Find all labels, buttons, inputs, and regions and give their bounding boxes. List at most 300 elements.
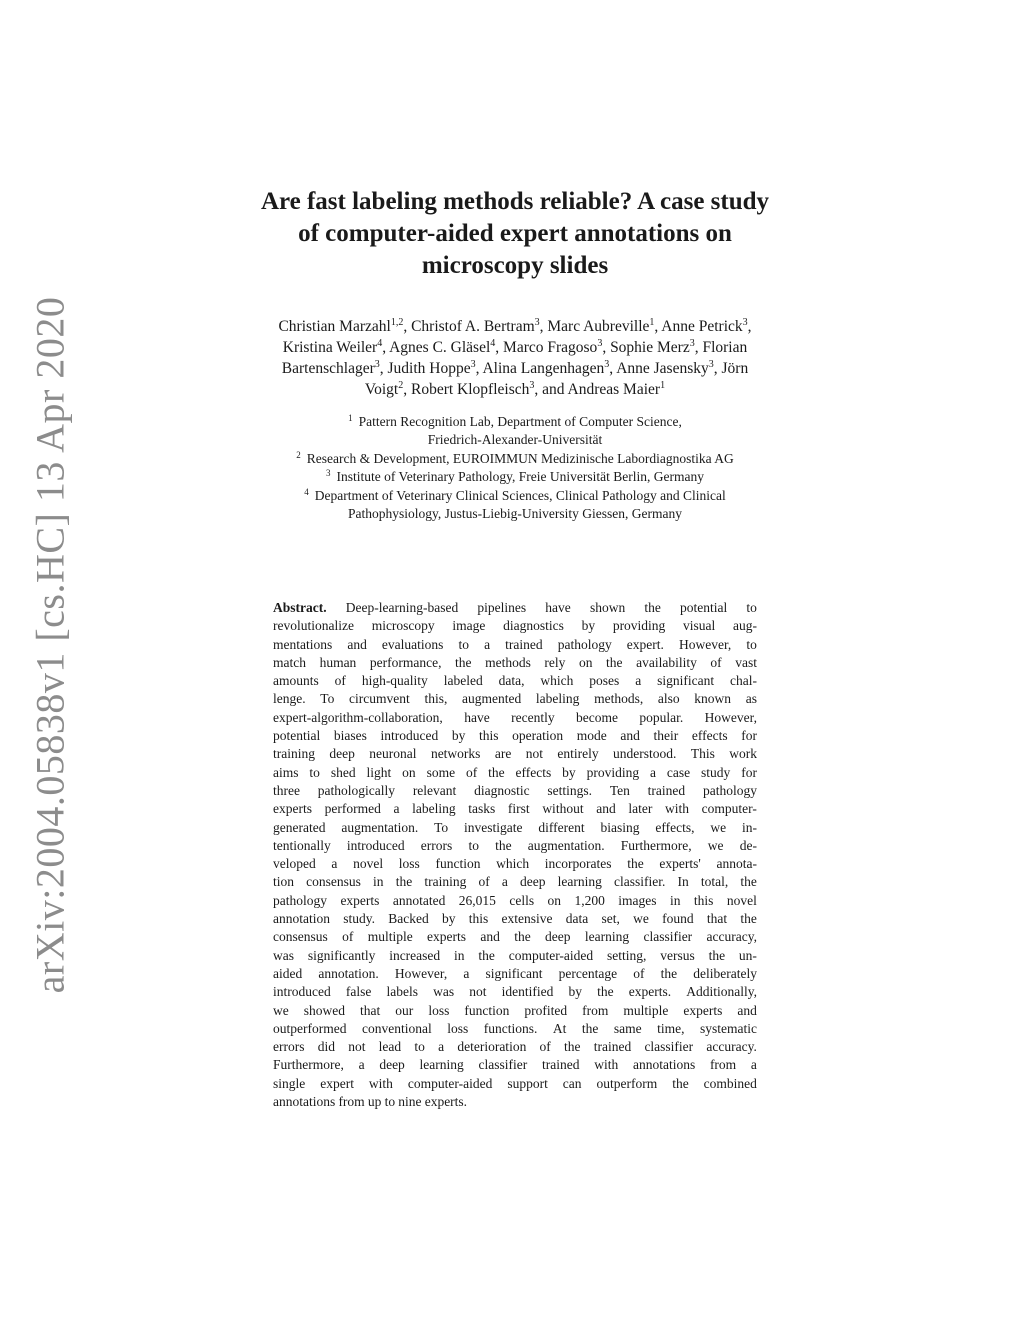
author-name: , Marc Aubreville [539, 318, 650, 335]
abstract-line [273, 764, 757, 782]
abstract-word: data, [498, 673, 525, 689]
abstract-word: conventional [361, 1020, 432, 1036]
abstract-word: not [469, 984, 487, 1000]
affiliation-line [200, 413, 830, 431]
abstract-line [273, 690, 757, 708]
abstract-word: experts [340, 892, 380, 908]
abstract-word: performed [324, 801, 381, 817]
abstract-word: experts. [424, 1094, 468, 1110]
abstract-word: their [653, 728, 679, 744]
author-name: , Alina Langenhagen [475, 360, 605, 377]
abstract-word: providing [586, 764, 640, 780]
affiliation-marker: 3 [708, 359, 714, 370]
abstract-line [273, 1075, 757, 1093]
abstract-label: Abstract. [273, 600, 327, 615]
abstract-word: deliberately [693, 965, 757, 981]
abstract-word: and [596, 801, 616, 817]
abstract-word: popular. [639, 709, 684, 725]
abstract-word: of [478, 874, 490, 890]
abstract-word: the [708, 947, 726, 963]
abstract-word: which [540, 673, 574, 689]
abstract-word: percentage [558, 965, 618, 981]
abstract-word: un- [738, 947, 757, 963]
abstract-word: have [545, 600, 571, 615]
abstract-word: accuracy. [706, 1039, 757, 1055]
abstract-word: a [393, 801, 400, 817]
abstract-word: pathology [557, 636, 612, 652]
abstract-line [273, 727, 757, 745]
abstract-word: networks [430, 746, 481, 762]
abstract-word: and [347, 636, 367, 652]
abstract-word: a [649, 764, 656, 780]
abstract-word: novel [353, 856, 384, 872]
abstract-word: visual [683, 618, 716, 634]
abstract-word: total, [700, 874, 729, 890]
abstract-word: understood. [613, 746, 677, 762]
author-name: Voigt [364, 381, 399, 398]
abstract-word: neuronal [369, 746, 417, 762]
abstract-word: deep [379, 1057, 405, 1073]
abstract-word: Backed [388, 911, 429, 927]
abstract-word: consensus [273, 929, 328, 945]
author-line [200, 379, 830, 400]
abstract-word: learning [419, 1057, 464, 1073]
abstract-word: with [368, 1075, 393, 1091]
abstract-word: that [706, 911, 728, 927]
abstract-word: pathology [273, 892, 327, 908]
abstract-word: significant [657, 673, 715, 689]
abstract-word: the [514, 929, 531, 945]
affiliation-text: Research & Development, EUROIMMUN Medizinische Labordiagnostika AG [306, 450, 734, 466]
abstract-word: have [464, 709, 490, 725]
abstract-word: not [348, 1039, 366, 1055]
abstract-word: this, [424, 691, 448, 707]
abstract-word: this [468, 911, 489, 927]
abstract-word: single [273, 1075, 306, 1091]
abstract-word: without [542, 801, 584, 817]
author-name: , Anne Jasensky [609, 360, 709, 377]
abstract-word: in [373, 874, 384, 890]
affiliation-text: Pattern Recognition Lab, Department of Computer Science, [358, 414, 682, 429]
abstract-word: up [367, 1094, 382, 1110]
abstract-word: At [552, 1020, 567, 1036]
abstract-word: deep [545, 929, 571, 945]
abstract-word: loss [428, 1002, 450, 1018]
abstract-line [273, 947, 757, 965]
abstract-word: This [690, 746, 715, 762]
affiliation-marker: 3 [604, 359, 610, 370]
abstract-word: expert [320, 1075, 354, 1091]
abstract-word: in [454, 947, 465, 963]
abstract-word: augmentation. [527, 837, 605, 853]
abstract-word: that [360, 1002, 381, 1018]
abstract-word: case [666, 764, 691, 780]
author-line [200, 316, 830, 337]
abstract-word: potential [680, 600, 728, 615]
abstract-word: generated [273, 819, 326, 835]
abstract-word: However, [394, 965, 448, 981]
abstract-word: a [358, 1057, 365, 1073]
abstract-word: in- [741, 819, 757, 835]
abstract-word: deterioration [457, 1039, 527, 1055]
abstract-word: a [635, 673, 642, 689]
abstract-word: computer-aided [508, 947, 594, 963]
abstract-word: image [452, 618, 486, 634]
abstract-word: from [338, 1094, 365, 1110]
abstract-line [273, 1002, 757, 1020]
abstract-word: can [562, 1075, 582, 1091]
abstract-word: poses [589, 673, 620, 689]
abstract-line [273, 855, 757, 873]
abstract-word: learning [584, 929, 630, 945]
title-line: of computer-aided expert annotations on [298, 220, 732, 247]
abstract [273, 599, 757, 1111]
abstract-word: chal- [730, 673, 757, 689]
abstract-word: errors [420, 837, 453, 853]
paper-title [200, 186, 830, 282]
abstract-word: lenge. [273, 691, 306, 707]
abstract-word: the [564, 1039, 581, 1055]
abstract-word: experts [273, 801, 312, 817]
author-name: , and Andreas Maier [534, 381, 661, 398]
abstract-word: to [468, 837, 479, 853]
abstract-word: settings. [547, 782, 593, 798]
abstract-word: same [613, 1020, 642, 1036]
abstract-word: expert. [626, 636, 664, 652]
abstract-word: classifier [643, 929, 693, 945]
abstract-word: diagnostics [503, 618, 564, 634]
abstract-word: the [740, 911, 757, 927]
abstract-word: the [644, 600, 661, 615]
abstract-word: pathologically [317, 782, 396, 798]
abstract-word: computer- [701, 801, 757, 817]
abstract-word: and [620, 728, 640, 744]
abstract-word: annotations [273, 1094, 336, 1110]
abstract-word: In [677, 874, 689, 890]
abstract-word: our [395, 1002, 414, 1018]
author-name: , Sophie Merz [602, 339, 690, 356]
abstract-word: was [433, 984, 455, 1000]
abstract-word: a [438, 1039, 445, 1055]
abstract-word: this [478, 728, 499, 744]
abstract-line [273, 800, 757, 818]
abstract-word: experts. [628, 984, 672, 1000]
abstract-word: by [568, 984, 582, 1000]
abstract-word: annotations [632, 1057, 696, 1073]
abstract-line [273, 599, 757, 617]
abstract-word: the [581, 1020, 599, 1036]
abstract-word: identified [501, 984, 554, 1000]
abstract-word: novel [726, 892, 757, 908]
abstract-word: to [746, 600, 757, 615]
affiliation-text: Institute of Veterinary Pathology, Freie Universität Berlin, Germany [336, 469, 704, 485]
abstract-word: we [707, 837, 724, 853]
abstract-word: combined [703, 1075, 757, 1091]
abstract-word: of [539, 1039, 551, 1055]
abstract-word: time, [657, 1020, 685, 1036]
abstract-line [273, 819, 757, 837]
author-list [200, 316, 830, 400]
abstract-word: shed [330, 764, 356, 780]
abstract-word: data [565, 911, 589, 927]
abstract-word: effects [691, 728, 728, 744]
abstract-line [273, 965, 757, 983]
abstract-word: for [741, 764, 757, 780]
abstract-word: showed [303, 1002, 346, 1018]
abstract-word: incorporates [544, 856, 612, 872]
abstract-word: first [507, 801, 530, 817]
abstract-word: nine [398, 1094, 422, 1110]
abstract-word: set, [601, 911, 620, 927]
abstract-word: shown [589, 600, 626, 615]
abstract-word: function [464, 1002, 510, 1018]
abstract-word: pipelines [477, 600, 527, 615]
abstract-word: mentations [273, 636, 333, 652]
abstract-word: performance, [369, 654, 442, 670]
affiliation-marker: 3 [529, 380, 535, 391]
abstract-word: a [750, 1057, 757, 1073]
abstract-word: found [662, 911, 694, 927]
author-name: , Anne Petrick [654, 318, 743, 335]
abstract-word: operation [512, 728, 564, 744]
abstract-line [273, 672, 757, 690]
abstract-word: the [495, 837, 512, 853]
abstract-word: of [334, 673, 346, 689]
affiliation-list [200, 413, 830, 523]
abstract-word: of [710, 654, 722, 670]
abstract-word: significantly [307, 947, 376, 963]
abstract-word: annotated [392, 892, 446, 908]
abstract-word: methods [485, 654, 531, 670]
abstract-word: augmentation. [341, 819, 419, 835]
abstract-word: by [451, 728, 466, 744]
abstract-word: computer-aided [407, 1075, 493, 1091]
abstract-word: experts' [659, 856, 701, 872]
abstract-word: annotation. [318, 965, 379, 981]
abstract-word: annota- [716, 856, 757, 872]
abstract-word: to [414, 1039, 425, 1055]
abstract-word: mode [576, 728, 607, 744]
abstract-word: revolutionalize [273, 618, 354, 634]
abstract-word: a [331, 856, 338, 872]
abstract-word: biasing [600, 819, 640, 835]
abstract-line [273, 910, 757, 928]
abstract-word: deep [329, 746, 355, 762]
abstract-word: some [426, 764, 456, 780]
author-name: Bartenschlager [281, 360, 375, 377]
abstract-word: support [507, 1075, 548, 1091]
affiliation-text: Friedrich-Alexander-Universität [427, 432, 603, 448]
abstract-word: tentionally [273, 837, 331, 853]
abstract-line [273, 928, 757, 946]
abstract-word: trained [505, 636, 543, 652]
abstract-word: learning [557, 874, 602, 890]
abstract-word: biases [333, 728, 367, 744]
abstract-word: availability [636, 654, 697, 670]
abstract-word: However, [678, 636, 732, 652]
abstract-word: to [384, 1094, 396, 1110]
abstract-word: high-quality [361, 673, 428, 689]
abstract-word: circumvent [349, 691, 410, 707]
abstract-word: we [273, 1002, 289, 1018]
abstract-word: versus [660, 947, 695, 963]
abstract-word: the [660, 965, 678, 981]
abstract-word: with [594, 1057, 619, 1073]
abstract-word: functions. [483, 1020, 538, 1036]
abstract-word: classifier [478, 1057, 528, 1073]
abstract-word: we [633, 911, 649, 927]
abstract-word: Furthermore, [620, 837, 692, 853]
author-line [200, 337, 830, 358]
abstract-word: match [273, 654, 306, 670]
affiliation-marker: 3 [742, 317, 748, 328]
abstract-word: from [582, 1002, 609, 1018]
abstract-word: microscopy [371, 618, 435, 634]
abstract-word: setting, [607, 947, 647, 963]
affiliation-number: 2 [296, 449, 301, 460]
abstract-word: from [709, 1057, 737, 1073]
affiliation-marker: 1,2 [390, 317, 404, 328]
abstract-line [273, 745, 757, 763]
abstract-line [273, 709, 757, 727]
affiliation-number: 1 [348, 413, 353, 423]
abstract-word: study [701, 764, 731, 780]
abstract-word: trained [541, 1057, 580, 1073]
abstract-line [273, 983, 757, 1001]
abstract-word: the [478, 947, 495, 963]
abstract-word: de- [739, 837, 757, 853]
abstract-word: and [480, 929, 500, 945]
abstract-word: evaluations [381, 636, 444, 652]
affiliation-line [200, 450, 830, 468]
abstract-word: entirely [557, 746, 599, 762]
abstract-line [273, 617, 757, 635]
abstract-line [273, 837, 757, 855]
abstract-word: the [395, 874, 413, 890]
abstract-word: lead [378, 1039, 402, 1055]
abstract-word: pathology [702, 782, 757, 798]
abstract-word: 1,200 [574, 892, 605, 908]
abstract-word: false [345, 984, 372, 1000]
abstract-word: Additionally, [686, 984, 757, 1000]
abstract-word: methods, [594, 691, 644, 707]
abstract-word: annotation [273, 911, 330, 927]
affiliation-number: 4 [304, 486, 309, 497]
affiliation-number: 3 [326, 468, 331, 479]
abstract-word: by [442, 911, 456, 927]
abstract-word: of [633, 965, 645, 981]
abstract-word: tion [273, 874, 295, 890]
abstract-word: on [578, 654, 593, 670]
abstract-word: work [729, 746, 757, 762]
abstract-word: significant [485, 965, 543, 981]
abstract-word: experts [427, 929, 467, 945]
abstract-word: potential [273, 728, 321, 744]
abstract-word: classifier [644, 1039, 694, 1055]
abstract-line [273, 1056, 757, 1074]
author-name: , Judith Hoppe [379, 360, 471, 377]
abstract-word: known [694, 691, 732, 707]
affiliation-marker: 3 [597, 338, 603, 349]
abstract-word: by [562, 764, 576, 780]
affiliation-line [200, 431, 830, 449]
abstract-line [273, 782, 757, 800]
abstract-word: introduced [273, 984, 331, 1000]
author-line [200, 358, 830, 379]
abstract-word: this [693, 892, 714, 908]
abstract-word: multiple [623, 1002, 669, 1018]
abstract-word: labeled [443, 673, 483, 689]
abstract-line [273, 873, 757, 891]
abstract-word: the [606, 654, 623, 670]
abstract-word: amounts [273, 673, 319, 689]
author-name: , Christof A. Bertram [403, 318, 535, 335]
abstract-word: training [273, 746, 315, 762]
abstract-word: three [273, 782, 300, 798]
author-name: Kristina Weiler [282, 339, 378, 356]
abstract-word: increased [389, 947, 441, 963]
affiliation-marker: 3 [689, 338, 695, 349]
abstract-word: outperformed [273, 1020, 347, 1036]
abstract-word: different [538, 819, 585, 835]
arxiv-identifier: arXiv:2004.05838v1 [cs.HC] 13 Apr 2020 [27, 296, 73, 994]
abstract-word: profited [524, 1002, 568, 1018]
abstract-word: errors [273, 1039, 305, 1055]
abstract-word: aims [273, 764, 299, 780]
abstract-word: veloped [273, 856, 316, 872]
abstract-word: study. [343, 911, 376, 927]
affiliation-marker: 3 [534, 317, 540, 328]
abstract-word: labels [386, 984, 418, 1000]
abstract-line [273, 892, 757, 910]
author-name: , Robert Klopfleisch [403, 381, 530, 398]
affiliation-marker: 3 [470, 359, 476, 370]
abstract-word: and [737, 1002, 757, 1018]
abstract-word: introduced [380, 728, 439, 744]
abstract-line [273, 1093, 757, 1111]
title-line: Are fast labeling methods reliable? A case study [260, 188, 770, 215]
abstract-word: also [657, 691, 680, 707]
abstract-word: 26,015 [458, 892, 496, 908]
abstract-word: extensive [501, 911, 553, 927]
affiliation-marker: 4 [490, 338, 496, 349]
abstract-word: which [496, 856, 530, 872]
abstract-line [273, 654, 757, 672]
abstract-word: images [618, 892, 657, 908]
abstract-word: we [710, 819, 727, 835]
abstract-word: trained [647, 782, 686, 798]
abstract-word: later [628, 801, 653, 817]
abstract-word: labeling [535, 691, 580, 707]
abstract-word: Ten [609, 782, 630, 798]
abstract-word: systematic [699, 1020, 757, 1036]
affiliation-marker: 1 [649, 317, 655, 328]
abstract-word: with [664, 801, 689, 817]
abstract-word: cells [509, 892, 535, 908]
abstract-word: accuracy, [706, 929, 757, 945]
abstract-word: augmented [462, 691, 522, 707]
abstract-line [273, 1020, 757, 1038]
abstract-word: diagnostic [474, 782, 530, 798]
abstract-line [273, 1038, 757, 1056]
abstract-word: the [488, 764, 505, 780]
abstract-word: effects, [655, 819, 695, 835]
abstract-word: To [434, 819, 449, 835]
abstract-word: a [501, 874, 508, 890]
abstract-word: consensus [306, 874, 361, 890]
abstract-word: for [741, 728, 757, 744]
abstract-word: trained [593, 1039, 632, 1055]
